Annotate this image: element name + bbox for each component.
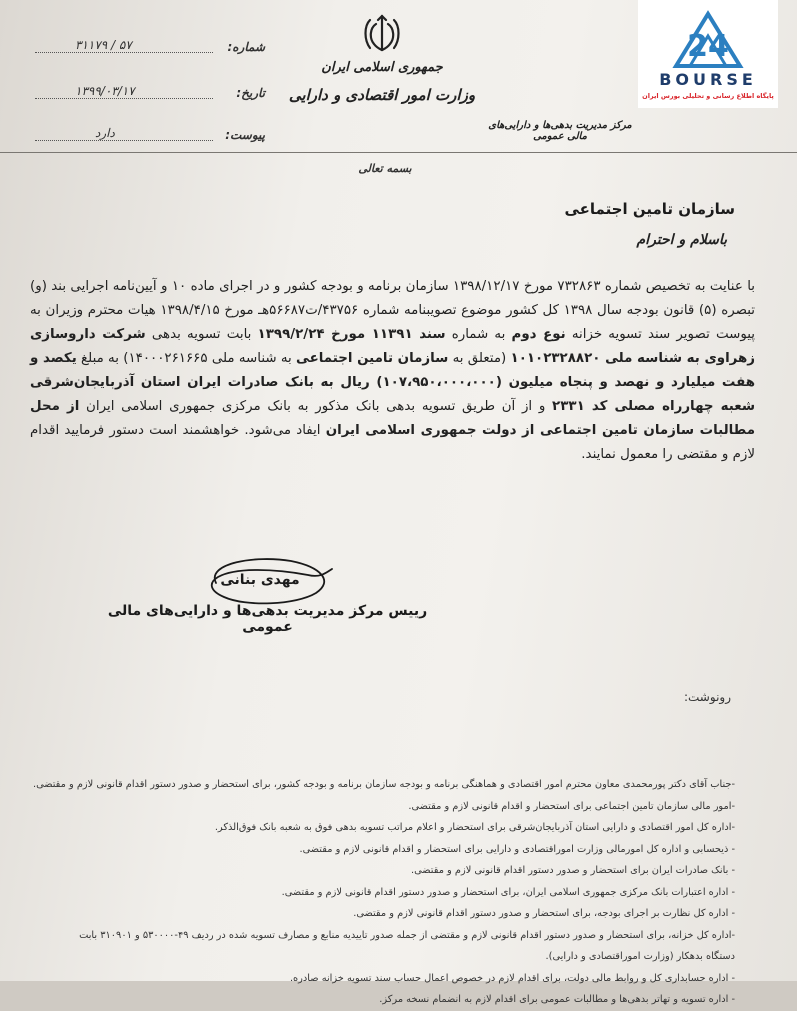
body-seg-bold: سازمان تامین اجتماعی	[296, 351, 449, 366]
iran-emblem	[360, 12, 404, 56]
logo-mark-text: 24	[687, 29, 729, 64]
letter-attachment-label: پیوست:	[225, 128, 265, 142]
copy-item: -اداره کل خزانه، برای استحضار و صدور دستور اقدام قانونی لازم و مقتضی از جمله صدور تاییدیه منابع و مصارف تسویه شده در ردیف ۴۹-۵۳۰۰۰۰ و ۳۱۰۹۰۱ بابت دستگاه بدهکار (وزارت اموراقتصادی و دارایی).	[79, 929, 735, 962]
letter-number-value: ۵۷ / ۳۱۱۷۹	[75, 38, 132, 52]
dotted-line	[35, 140, 213, 141]
emblem-icon	[360, 12, 404, 56]
letter-number-row	[35, 40, 265, 58]
body-seg-bold: یکصد و هفت میلیارد و نهصد و پنجاه میلیون (۱۰۷،۹۵۰،۰۰۰،۰۰۰) ریال به بانک صادرات ایران استان آذربایجان‌شرقی شعبه چهارراه مصلی کد ۲۳۳۱	[30, 351, 755, 414]
letter-number-label: شماره:	[227, 40, 265, 54]
copy-item: - اداره حسابداری کل و روابط مالی دولت، برای اقدام لازم در خصوص اعمال حساب سند تسویه خزانه صادره.	[289, 972, 735, 984]
copy-item: - بانک صادرات ایران برای استحضار و صدور دستور اقدام قانونی لازم و مقتضی.	[411, 865, 735, 876]
copy-item: - اداره کل نظارت بر اجرای بودجه، برای استحضار و صدور دستور اقدام قانونی لازم و مقتضی.	[353, 908, 735, 919]
body-seg-bold: نوع دوم	[511, 327, 566, 342]
dotted-line	[35, 98, 213, 99]
copy-item: - ذیحسابی و اداره کل امورمالی وزارت اموراقتصادی و دارایی برای استحضار و اقدام قانونی لازم و مقتضی.	[299, 843, 735, 855]
logo-name: BOURSE	[659, 70, 757, 89]
copy-item: -امور مالی سازمان تامین اجتماعی برای استحضار و اقدام قانونی لازم و مقتضی.	[408, 800, 735, 812]
letter-date-row	[35, 86, 265, 104]
letter-attachment-value: دارد	[95, 126, 115, 140]
letter-date-label: تاریخ:	[236, 86, 265, 100]
copy-item: -اداره کل امور اقتصادی و دارایی استان آذربایجان‌شرقی برای استحضار و اعلام مراتب تسویه بدهی فوق به شعبه بانک فوق‌الذکر.	[214, 822, 735, 833]
recipient: سازمان تامین اجتماعی	[564, 200, 735, 218]
invocation: بسمه تعالی	[358, 162, 412, 175]
body-seg: و از آن طریق تسویه بدهی بانک مذکور به بانک مرکزی جمهوری اسلامی ایران	[79, 399, 553, 414]
bourse24-logo	[638, 0, 778, 108]
center-title: مرکز مدیریت بدهی‌ها و دارایی‌های مالی عمومی	[488, 120, 632, 142]
logo-tagline: پایگاه اطلاع رسانی و تحلیلی بورس ایران	[642, 92, 774, 100]
signatory-title: رییس مرکز مدیریت بدهی‌ها و دارایی‌های مالی عمومی	[107, 603, 428, 635]
body-seg: ایفاد می‌شود. خواهشمند است دستور فرمایید اقدام لازم و مقتضی را معمول نمایند.	[30, 423, 755, 462]
letter-body	[30, 275, 755, 467]
body-seg-bold: شرکت داروسازی زهراوی به شناسه ملی ۱۰۱۰۲۳۲۸۸۲۰	[30, 327, 756, 366]
copy-item: - اداره تسویه و تهاتر بدهی‌ها و مطالبات عمومی برای اقدام لازم به انضمام نسخه مرکز.	[379, 994, 735, 1005]
header-divider	[0, 152, 797, 153]
body-seg-bold: از محل مطالبات سازمان تامین اجتماعی از دولت جمهوری اسلامی ایران	[30, 399, 755, 438]
copies-label: رونوشت:	[683, 690, 731, 704]
body-seg-bold: سند ۱۱۳۹۱ مورخ ۱۳۹۹/۲/۲۴	[257, 327, 446, 342]
dotted-line	[35, 52, 213, 53]
greeting: باسلام و احترام	[636, 232, 727, 248]
copies-list	[32, 774, 735, 1011]
signatory-name: مهدی بنانی	[220, 572, 300, 588]
republic-title: جمهوری اسلامی ایران	[321, 60, 443, 75]
body-seg: (متعلق به	[448, 351, 511, 366]
letter-attachment-row	[35, 128, 265, 146]
copy-item: - اداره اعتبارات بانک مرکزی جمهوری اسلامی ایران، برای استحضار و صدور دستور اقدام قانونی لازم و مقتضی.	[281, 886, 735, 898]
ministry-title: وزارت امور اقتصادی و دارایی	[288, 86, 476, 104]
body-seg: با عنایت به تخصیص شماره ۷۳۲۸۶۳ مورخ ۱۳۹۸/۱۲/۱۷ سازمان برنامه و بودجه کشور و در اجرای ماده ۱۰ و آیین‌نامه اجرایی بند (و) تبصره (۵) قانون بودجه سال ۱۳۹۸ کل کشور موضوع تصویبنامه شماره ۴۳۷۵۶/ت۵۶۶۸۷هـ مورخ ۱۳۹۸/۴/۱۵ هیات محترم وزیران به پیوست تصویر سند تسویه خزانه	[30, 279, 756, 342]
copy-item: -جناب آقای دکتر پورمحمدی معاون محترم امور اقتصادی و هماهنگی برنامه و بودجه سازمان برنامه و بودجه کشور، برای استحضار و صدور دستور اقدام قانونی لازم و مقتضی.	[32, 779, 735, 790]
body-seg: به شماره	[445, 327, 512, 342]
letter-date-value: ۱۳۹۹/۰۳/۱۷	[75, 84, 135, 98]
body-seg: به شناسه ملی ۱۴۰۰۰۲۶۱۶۶۵) به مبلغ	[76, 351, 297, 366]
body-seg: بابت تسویه بدهی	[145, 327, 258, 342]
